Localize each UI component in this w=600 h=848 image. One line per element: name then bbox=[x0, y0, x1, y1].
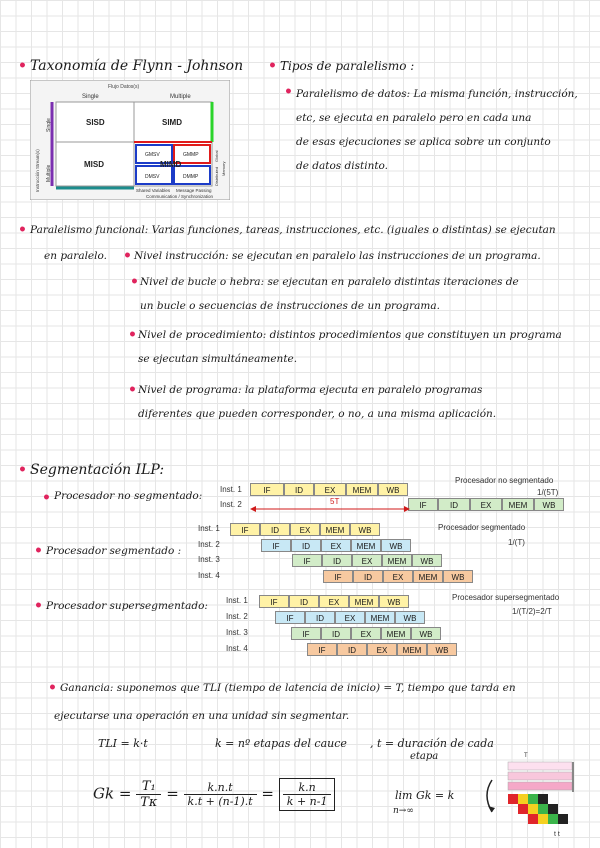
funcional-line-1: Paralelismo funcional: Varias funciones, tareas, instrucciones, etc. (iguales o distintas) se ejecutan bbox=[30, 224, 556, 236]
seg-inst-label: Inst. 1 bbox=[198, 524, 220, 533]
bullet: • bbox=[34, 598, 43, 614]
proc-seg-label: Procesador segmentado : bbox=[46, 545, 182, 557]
bullet: • bbox=[123, 248, 132, 264]
tipos-line-3: de esas ejecuciones se aplica sobre un conjunto bbox=[296, 136, 551, 148]
nivel-bucle bbox=[140, 270, 590, 318]
fraction-2-num: k.n bbox=[283, 781, 332, 795]
seg-stage-box: WB bbox=[443, 570, 473, 583]
seg-stage-box: MEM bbox=[351, 539, 381, 552]
t1: T₁ bbox=[136, 779, 161, 795]
mini-T-label: T bbox=[524, 753, 528, 759]
seg-stage-box: ID bbox=[291, 539, 321, 552]
bullet: • bbox=[128, 382, 137, 398]
bullet: • bbox=[18, 222, 27, 238]
bottom-right-label: Message Passing bbox=[176, 188, 212, 193]
misd-label: MISD bbox=[84, 160, 104, 169]
super-stage-box: EX bbox=[335, 611, 365, 624]
seg-stage-box: IF bbox=[230, 523, 260, 536]
seg-stage-box: ID bbox=[260, 523, 290, 536]
seg-stage-box: IF bbox=[261, 539, 291, 552]
seg-stage-box: MEM bbox=[413, 570, 443, 583]
super-inst-label: Inst. 4 bbox=[226, 644, 248, 653]
row-single: Single bbox=[46, 118, 52, 132]
nivel-programa-line-2: diferentes que pueden corresponder, o no, a una misma aplicación. bbox=[138, 408, 497, 420]
eq1: = bbox=[166, 784, 179, 803]
seg-stage-box: MEM bbox=[382, 554, 412, 567]
tk: Tκ bbox=[140, 795, 158, 810]
col-single: Single bbox=[82, 94, 99, 100]
tipos-line-4: de datos distinto. bbox=[296, 160, 389, 172]
fraction-2-den: k + n-1 bbox=[286, 795, 328, 808]
proc-no-seg-label: Procesador no segmentado: bbox=[54, 490, 203, 502]
bullet: • bbox=[48, 680, 57, 696]
super-inst-label: Inst. 1 bbox=[226, 596, 248, 605]
no-seg-title: Procesador no segmentado bbox=[455, 476, 554, 485]
nivel-programa-line-1: Nivel de programa: la plataforma ejecuta en paralelo programas bbox=[138, 384, 483, 396]
eq2: = bbox=[261, 784, 274, 803]
bullet: • bbox=[284, 84, 293, 100]
super-inst-label: Inst. 3 bbox=[226, 628, 248, 637]
super-inst-label: Inst. 2 bbox=[226, 612, 248, 621]
header-label: Flujo Datos(s) bbox=[108, 84, 140, 90]
super-stage-box: EX bbox=[351, 627, 381, 640]
no-seg-stage-if: IF bbox=[250, 483, 284, 496]
super-stage-box: IF bbox=[307, 643, 337, 656]
segmentacion-title: Segmentación ILP: bbox=[30, 462, 165, 478]
proc-super-label: Procesador supersegmentado: bbox=[46, 600, 208, 612]
no-seg2-stage-id: ID bbox=[438, 498, 470, 511]
seg-stage-box: MEM bbox=[320, 523, 350, 536]
t-definition-2: etapa bbox=[410, 751, 439, 762]
no-seg-stage-wb: WB bbox=[378, 483, 408, 496]
row-axis-label: Instrucción Stream(s) bbox=[35, 149, 40, 192]
nivel-procedimiento-line-2: se ejecutan simultáneamente. bbox=[138, 353, 298, 365]
no-seg2-stage-wb: WB bbox=[534, 498, 564, 511]
seg-stage-box: WB bbox=[350, 523, 380, 536]
k-definition: k = nº etapas del cauce bbox=[215, 737, 347, 750]
nivel-programa bbox=[138, 378, 590, 426]
seg-stage-box: WB bbox=[412, 554, 442, 567]
seg-stage-box: EX bbox=[352, 554, 382, 567]
seg-stage-box: EX bbox=[321, 539, 351, 552]
super-stage-box: IF bbox=[275, 611, 305, 624]
super-stage-box: ID bbox=[321, 627, 351, 640]
super-stage-box: IF bbox=[291, 627, 321, 640]
t-definition: , t = duración de cada bbox=[370, 737, 494, 750]
seg-inst-label: Inst. 4 bbox=[198, 570, 220, 580]
tipos-text bbox=[296, 82, 586, 178]
super-stage-box: ID bbox=[305, 611, 335, 624]
no-seg-inst2: Inst. 2 bbox=[220, 500, 242, 509]
seg-inst-label: Inst. 3 bbox=[198, 555, 220, 564]
limit-sub: n→∞ bbox=[393, 806, 414, 816]
gmmp-label: GMMP bbox=[183, 152, 199, 158]
seg-title: Procesador segmentado bbox=[438, 523, 526, 532]
super-stage-box: EX bbox=[367, 643, 397, 656]
super-stage-box: WB bbox=[427, 643, 457, 656]
no-seg-inst1: Inst. 1 bbox=[220, 485, 242, 494]
no-seg2-stage-ex: EX bbox=[470, 498, 502, 511]
seg-stage-box: IF bbox=[292, 554, 322, 567]
bullet: • bbox=[18, 58, 27, 74]
super-stage-box: WB bbox=[379, 595, 409, 608]
sisd-label: SISD bbox=[86, 118, 105, 127]
super-stage-box: MEM bbox=[381, 627, 411, 640]
bullet: • bbox=[268, 58, 277, 74]
seg-stage-box: ID bbox=[322, 554, 352, 567]
nivel-procedimiento bbox=[138, 323, 590, 371]
col-multiple: Multiple bbox=[170, 94, 191, 100]
mini-grid bbox=[508, 794, 568, 824]
no-seg-stage-ex: EX bbox=[314, 483, 346, 496]
bullet: • bbox=[34, 543, 43, 559]
no-seg-stage-mem: MEM bbox=[346, 483, 378, 496]
taxonomy-title: Taxonomía de Flynn - Johnson bbox=[30, 58, 244, 74]
seg-stage-box: EX bbox=[290, 523, 320, 536]
nivel-bucle-line-2: un bucle o secuencias de instrucciones de un programa. bbox=[140, 300, 440, 312]
ganancia-line-1: Ganancia: suponemos que TLI (tiempo de latencia de inicio) = T, tiempo que tarda en bbox=[60, 682, 516, 694]
no-seg-rate: 1/(5T) bbox=[537, 488, 559, 497]
mimd-label: MIMD bbox=[160, 160, 182, 169]
nivel-bucle-line-1: Nivel de bucle o hebra: se ejecutan en paralelo distintas iteraciones de bbox=[140, 276, 519, 288]
t1-over-tk bbox=[136, 779, 161, 810]
simd-label: SIMD bbox=[162, 118, 182, 127]
super-stage-box: MEM bbox=[349, 595, 379, 608]
fraction-1-den: k.t + (n-1).t bbox=[187, 795, 253, 808]
nivel-procedimiento-line-1: Nivel de procedimiento: distintos procedimientos que constituyen un programa bbox=[138, 329, 562, 341]
super-stage-box: ID bbox=[289, 595, 319, 608]
nivel-instruccion: Nivel instrucción: se ejecutan en paralelo las instrucciones de un programa. bbox=[134, 250, 541, 262]
no-seg-time: 5T bbox=[330, 497, 340, 506]
dmsv-label: DMSV bbox=[145, 174, 160, 180]
no-seg2-stage-if: IF bbox=[408, 498, 438, 511]
bullet: • bbox=[128, 327, 137, 343]
flynn-diagram bbox=[30, 80, 230, 200]
seg-inst-label: Inst. 2 bbox=[198, 539, 220, 549]
tli-formula: TLI = k·t bbox=[98, 737, 148, 750]
super-rate: 1/(T/2)=2/T bbox=[512, 607, 552, 616]
super-stage-box: ID bbox=[337, 643, 367, 656]
super-stage-box: IF bbox=[259, 595, 289, 608]
gk-label: Gk = bbox=[93, 784, 132, 803]
bottom-axis-label: Communication / Synchronization bbox=[146, 194, 214, 199]
bottom-left-label: Shared Variables bbox=[136, 188, 171, 193]
fraction-1 bbox=[184, 781, 257, 808]
funcional-line-2: en paralelo. bbox=[44, 250, 107, 262]
super-stage-box: WB bbox=[395, 611, 425, 624]
gain-formula bbox=[93, 778, 335, 811]
seg-rate: 1/(T) bbox=[508, 538, 525, 547]
super-title: Procesador supersegmentado bbox=[452, 593, 560, 602]
super-stage-box: MEM bbox=[365, 611, 395, 624]
tipos-title: Tipos de paralelismo : bbox=[280, 59, 415, 73]
side-bottom-label: Distributed bbox=[214, 166, 219, 186]
fraction-2-boxed bbox=[279, 778, 336, 811]
tipos-line-1: Paralelismo de datos: La misma función, instrucción, bbox=[296, 88, 578, 100]
mini-pipeline-diagram bbox=[480, 750, 595, 840]
tipos-line-2: etc, se ejecuta en paralelo pero en cada una bbox=[296, 112, 532, 124]
no-seg-stage-id: ID bbox=[284, 483, 314, 496]
super-stage-box: MEM bbox=[397, 643, 427, 656]
gmsv-label: GMSV bbox=[145, 152, 160, 158]
seg-stage-box: WB bbox=[381, 539, 411, 552]
fraction-1-num: k.n.t bbox=[184, 781, 257, 795]
no-seg2-stage-mem: MEM bbox=[502, 498, 534, 511]
row-multiple: Multiple bbox=[46, 164, 52, 182]
seg-stage-box: ID bbox=[353, 570, 383, 583]
dmmp-label: DMMP bbox=[183, 174, 199, 180]
seg-stage-box: EX bbox=[383, 570, 413, 583]
super-stage-box: WB bbox=[411, 627, 441, 640]
ganancia-line-2: ejecutarse una operación en una unidad sin segmentar. bbox=[54, 710, 350, 722]
side-top-label: Global bbox=[214, 150, 219, 162]
limit-formula: lim Gk = k bbox=[395, 789, 455, 802]
super-stage-box: EX bbox=[319, 595, 349, 608]
bullet: • bbox=[42, 490, 51, 506]
bullet: • bbox=[130, 274, 139, 290]
seg-stage-box: IF bbox=[323, 570, 353, 583]
side-axis-label: Memory bbox=[221, 161, 226, 176]
bullet: • bbox=[18, 462, 27, 478]
mini-t-label: t t bbox=[554, 831, 560, 838]
